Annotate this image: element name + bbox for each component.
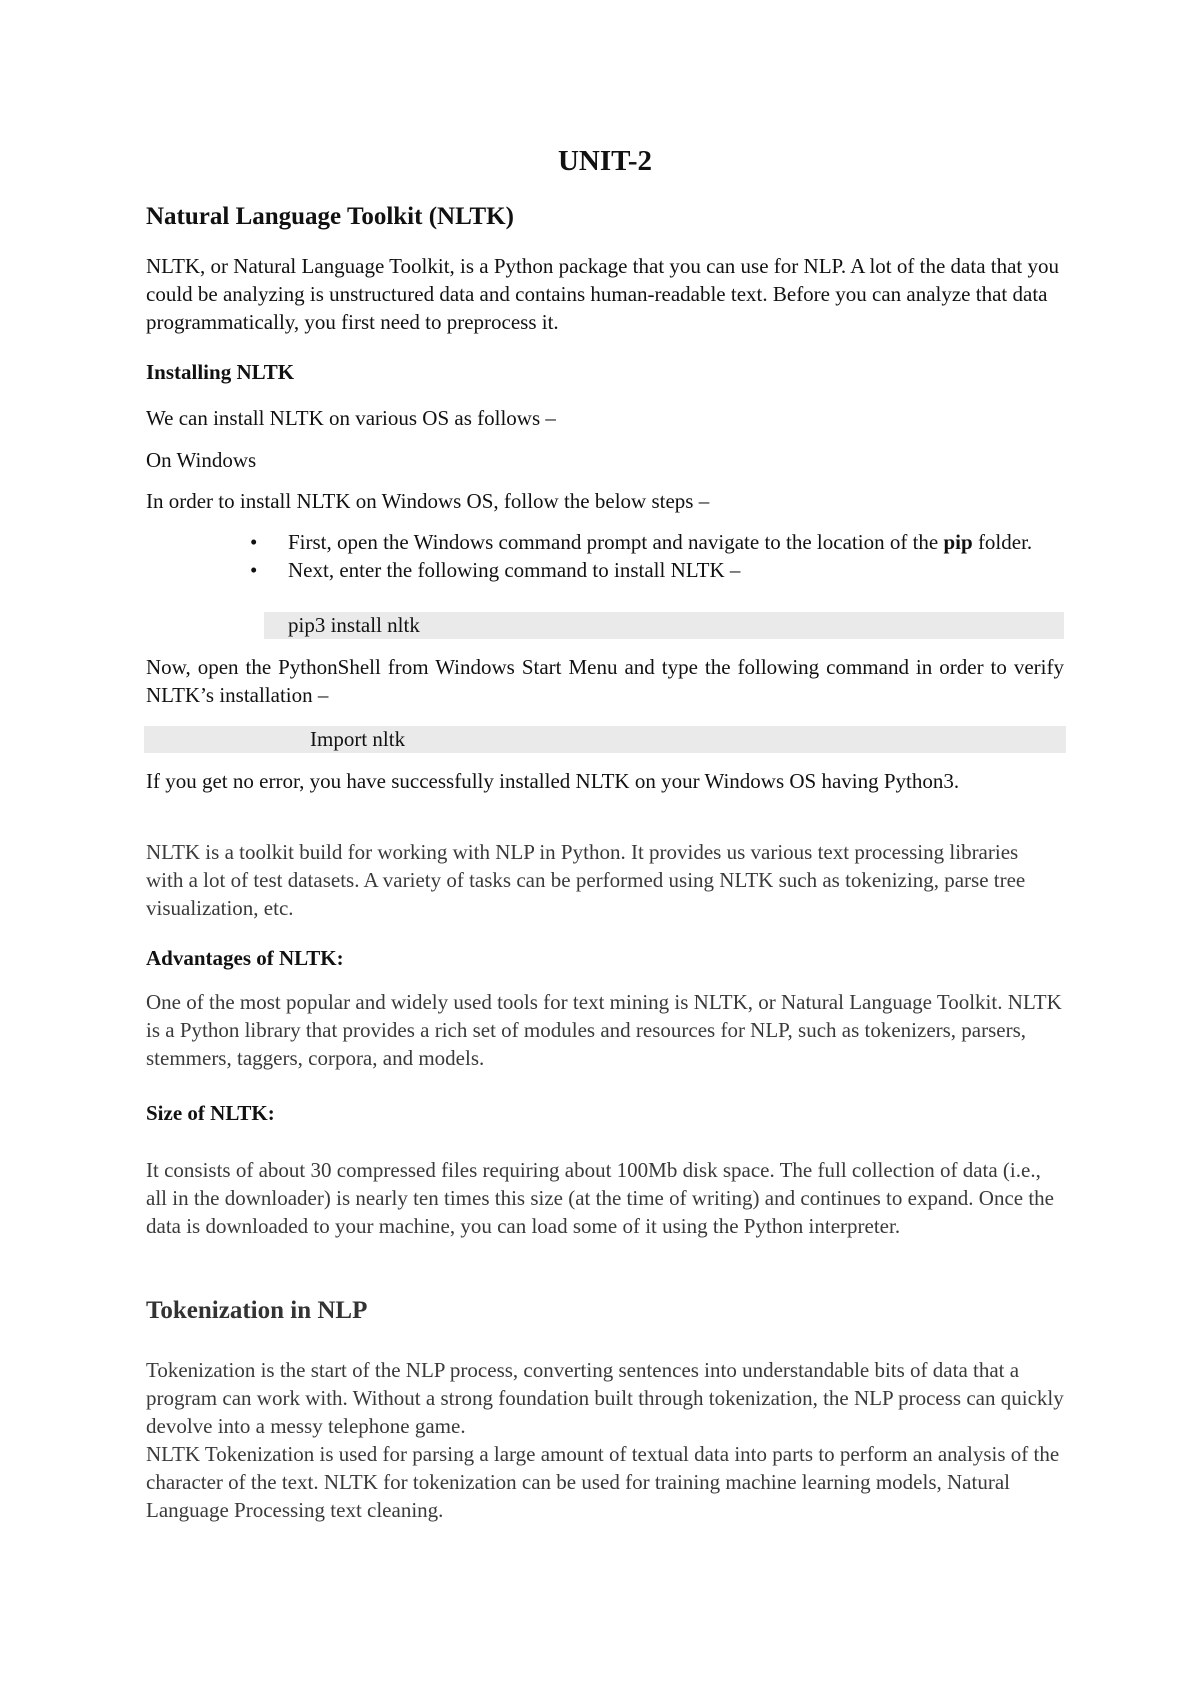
code-block-import: Import nltk [144,726,1066,753]
install-os-line: We can install NLTK on various OS as follows – [146,406,556,430]
list-item [146,528,1064,556]
tokenization-paragraph-1: Tokenization is the start of the NLP process, converting sentences into understandable bits of data that a program can work with. Without a strong foundation built through tokenization, the NLP process can quickly devolve into a messy telephone game. [146,1358,1064,1438]
success-paragraph: If you get no error, you have successfully installed NLTK on your Windows OS having Python3. [146,769,960,793]
advantages-paragraph: One of the most popular and widely used tools for text mining is NLTK, or Natural Language Toolkit. NLTK is a Python library that provides a rich set of modules and resources for NLP, such as tokenizers, parsers, stemmers, taggers, corpora, and models. [146,990,1062,1070]
bullet1-text-pre: First, open the Windows command prompt and navigate to the location of the [288,530,944,554]
section-heading-nltk: Natural Language Toolkit (NLTK) [146,203,514,230]
bullet1-text-post: folder. [972,530,1033,554]
nltk-intro-paragraph: NLTK, or Natural Language Toolkit, is a Python package that you can use for NLP. A lot of the data that you could be analyzing is unstructured data and contains human-readable text. Before you can analyze that data programmatically, you first need to preprocess it. [146,254,1060,334]
bullet2-text: Next, enter the following command to install NLTK – [288,558,741,582]
toolkit-paragraph: NLTK is a toolkit build for working with NLP in Python. It provides us various text processing libraries with a lot of test datasets. A variety of tasks can be performed using NLTK such as tokenizing, parse tree visualization, etc. [146,840,1026,920]
unit-title: UNIT-2 [557,145,652,177]
installing-heading: Installing NLTK [146,360,295,384]
install-steps-line: In order to install NLTK on Windows OS, follow the below steps – [146,489,710,513]
on-windows-line: On Windows [146,448,257,472]
document-page [146,0,1064,1696]
size-paragraph: It consists of about 30 compressed files requiring about 100Mb disk space. The full collection of data (i.e., all in the downloader) is nearly ten times this size (at the time of writing) and continues to expand. Once the data is downloaded to your machine, you can load some of it using the Python interpreter. [146,1158,1054,1238]
code-block-pip-install: pip3 install nltk [264,612,1064,639]
advantages-heading: Advantages of NLTK: [146,946,344,970]
tokenization-paragraph-2: NLTK Tokenization is used for parsing a large amount of textual data into parts to perform an analysis of the character of the text. NLTK for tokenization can be used for training machine learning models, Natural Language Processing text cleaning. [146,1442,1060,1522]
list-item [146,556,1064,584]
install-steps-list [146,528,1064,584]
bullet-icon: • [250,530,258,554]
size-heading: Size of NLTK: [146,1101,275,1125]
tokenization-heading: Tokenization in NLP [146,1297,368,1324]
verify-paragraph: Now, open the PythonShell from Windows Start Menu and type the following command in order to verify NLTK’s installation – [146,655,1064,707]
bullet-icon: • [250,558,258,582]
pip-bold-text: pip [943,530,973,554]
